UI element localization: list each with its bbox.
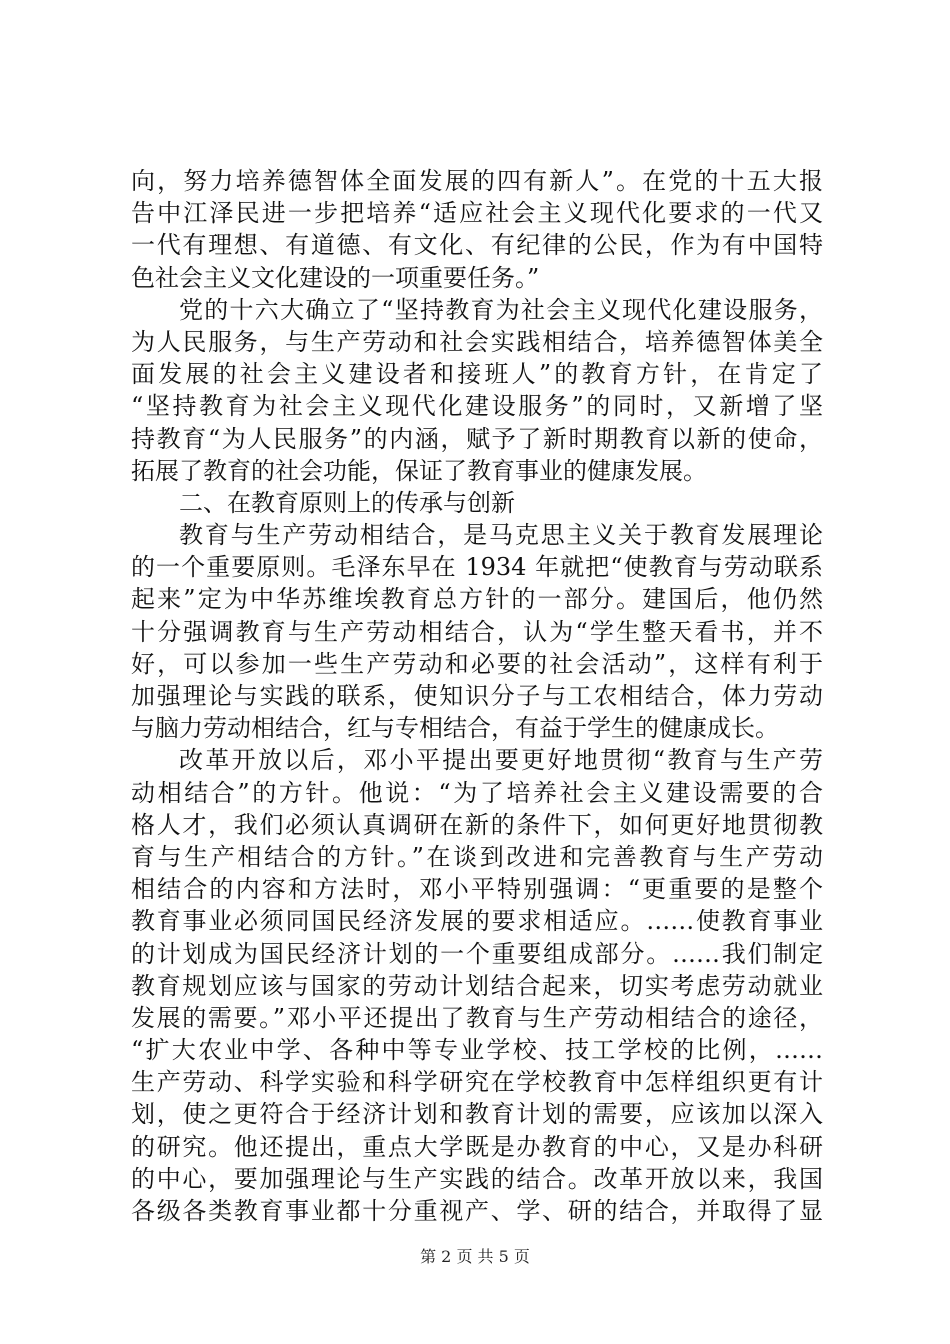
paragraph-line: 一代有理想、有道德、有文化、有纪律的公民，作为有中国特 (131, 231, 823, 260)
paragraph-line: 的计划成为国民经济计划的一个重要组成部分。……我们制定 (131, 939, 823, 968)
paragraph-line: “坚持教育为社会主义现代化建设服务”的同时，又新增了坚 (131, 392, 823, 421)
paragraph-line: 的一个重要原则。毛泽东早在 1934 年就把“使教育与劳动联系 (131, 553, 823, 582)
paragraph-line: 教育规划应该与国家的劳动计划结合起来，切实考虑劳动就业 (131, 971, 823, 1000)
paragraph-line: 发展的需要。”邓小平还提出了教育与生产劳动相结合的途径， (131, 1003, 823, 1032)
paragraph-line: 色社会主义文化建设的一项重要任务。” (131, 263, 540, 292)
paragraph-line: 起来”定为中华苏维埃教育总方针的一部分。建国后，他仍然 (131, 585, 823, 614)
page-footer: 第 2 页 共 5 页 (420, 1247, 530, 1266)
paragraph-line: 十分强调教育与生产劳动相结合，认为“学生整天看书，并不 (131, 617, 823, 646)
paragraph-line: 告中江泽民进一步把培养“适应社会主义现代化要求的一代又 (131, 199, 823, 228)
paragraph-line: 育与生产相结合的方针。”在谈到改进和完善教育与生产劳动 (131, 842, 823, 871)
paragraph-line: 好，可以参加一些生产劳动和必要的社会活动”，这样有利于 (131, 649, 823, 678)
paragraph-line: 各级各类教育事业都十分重视产、学、研的结合，并取得了显 (131, 1197, 823, 1225)
paragraph-line: 的中心，要加强理论与生产实践的结合。改革开放以来，我国 (131, 1164, 823, 1193)
paragraph-line: 与脑力劳动相结合，红与专相结合，有益于学生的健康成长。 (131, 714, 779, 743)
paragraph-line: 的研究。他还提出，重点大学既是办教育的中心，又是办科研 (131, 1132, 823, 1161)
paragraph-line: 党的十六大确立了“坚持教育为社会主义现代化建设服务， (179, 295, 823, 324)
paragraph-line: 格人才，我们必须认真调研在新的条件下，如何更好地贯彻教 (131, 810, 823, 839)
paragraph-line: 加强理论与实践的联系，使知识分子与工农相结合，体力劳动 (131, 682, 823, 710)
paragraph-line: 动相结合”的方针。他说：“为了培养社会主义建设需要的合 (131, 778, 823, 807)
paragraph-line: 生产劳动、科学实验和科学研究在学校教育中怎样组织更有计 (131, 1068, 823, 1097)
paragraph-line: 划，使之更符合于经济计划和教育计划的需要，应该加以深入 (131, 1100, 823, 1129)
paragraph-line: 面发展的社会主义建设者和接班人”的教育方针，在肯定了 (131, 360, 823, 389)
paragraph-line: 为人民服务，与生产劳动和社会实践相结合，培养德智体美全 (131, 327, 823, 356)
section-heading: 二、在教育原则上的传承与创新 (179, 488, 515, 517)
paragraph-line: 拓展了教育的社会功能，保证了教育事业的健康发展。 (131, 456, 707, 485)
paragraph-line: 持教育“为人民服务”的内涵，赋予了新时期教育以新的使命， (131, 424, 823, 453)
paragraph-line: 改革开放以后，邓小平提出要更好地贯彻“教育与生产劳 (179, 746, 823, 775)
paragraph-line: “扩大农业中学、各种中等专业学校、技工学校的比例，…… (131, 1036, 823, 1065)
body-text (131, 165, 823, 1227)
paragraph-line: 教育与生产劳动相结合，是马克思主义关于教育发展理论 (179, 521, 823, 550)
paragraph-line: 相结合的内容和方法时，邓小平特别强调：“更重要的是整个 (131, 875, 823, 904)
paragraph-line: 教育事业必须同国民经济发展的要求相适应。……使教育事业 (131, 907, 823, 936)
paragraph-line: 向，努力培养德智体全面发展的四有新人”。在党的十五大报 (131, 167, 823, 195)
